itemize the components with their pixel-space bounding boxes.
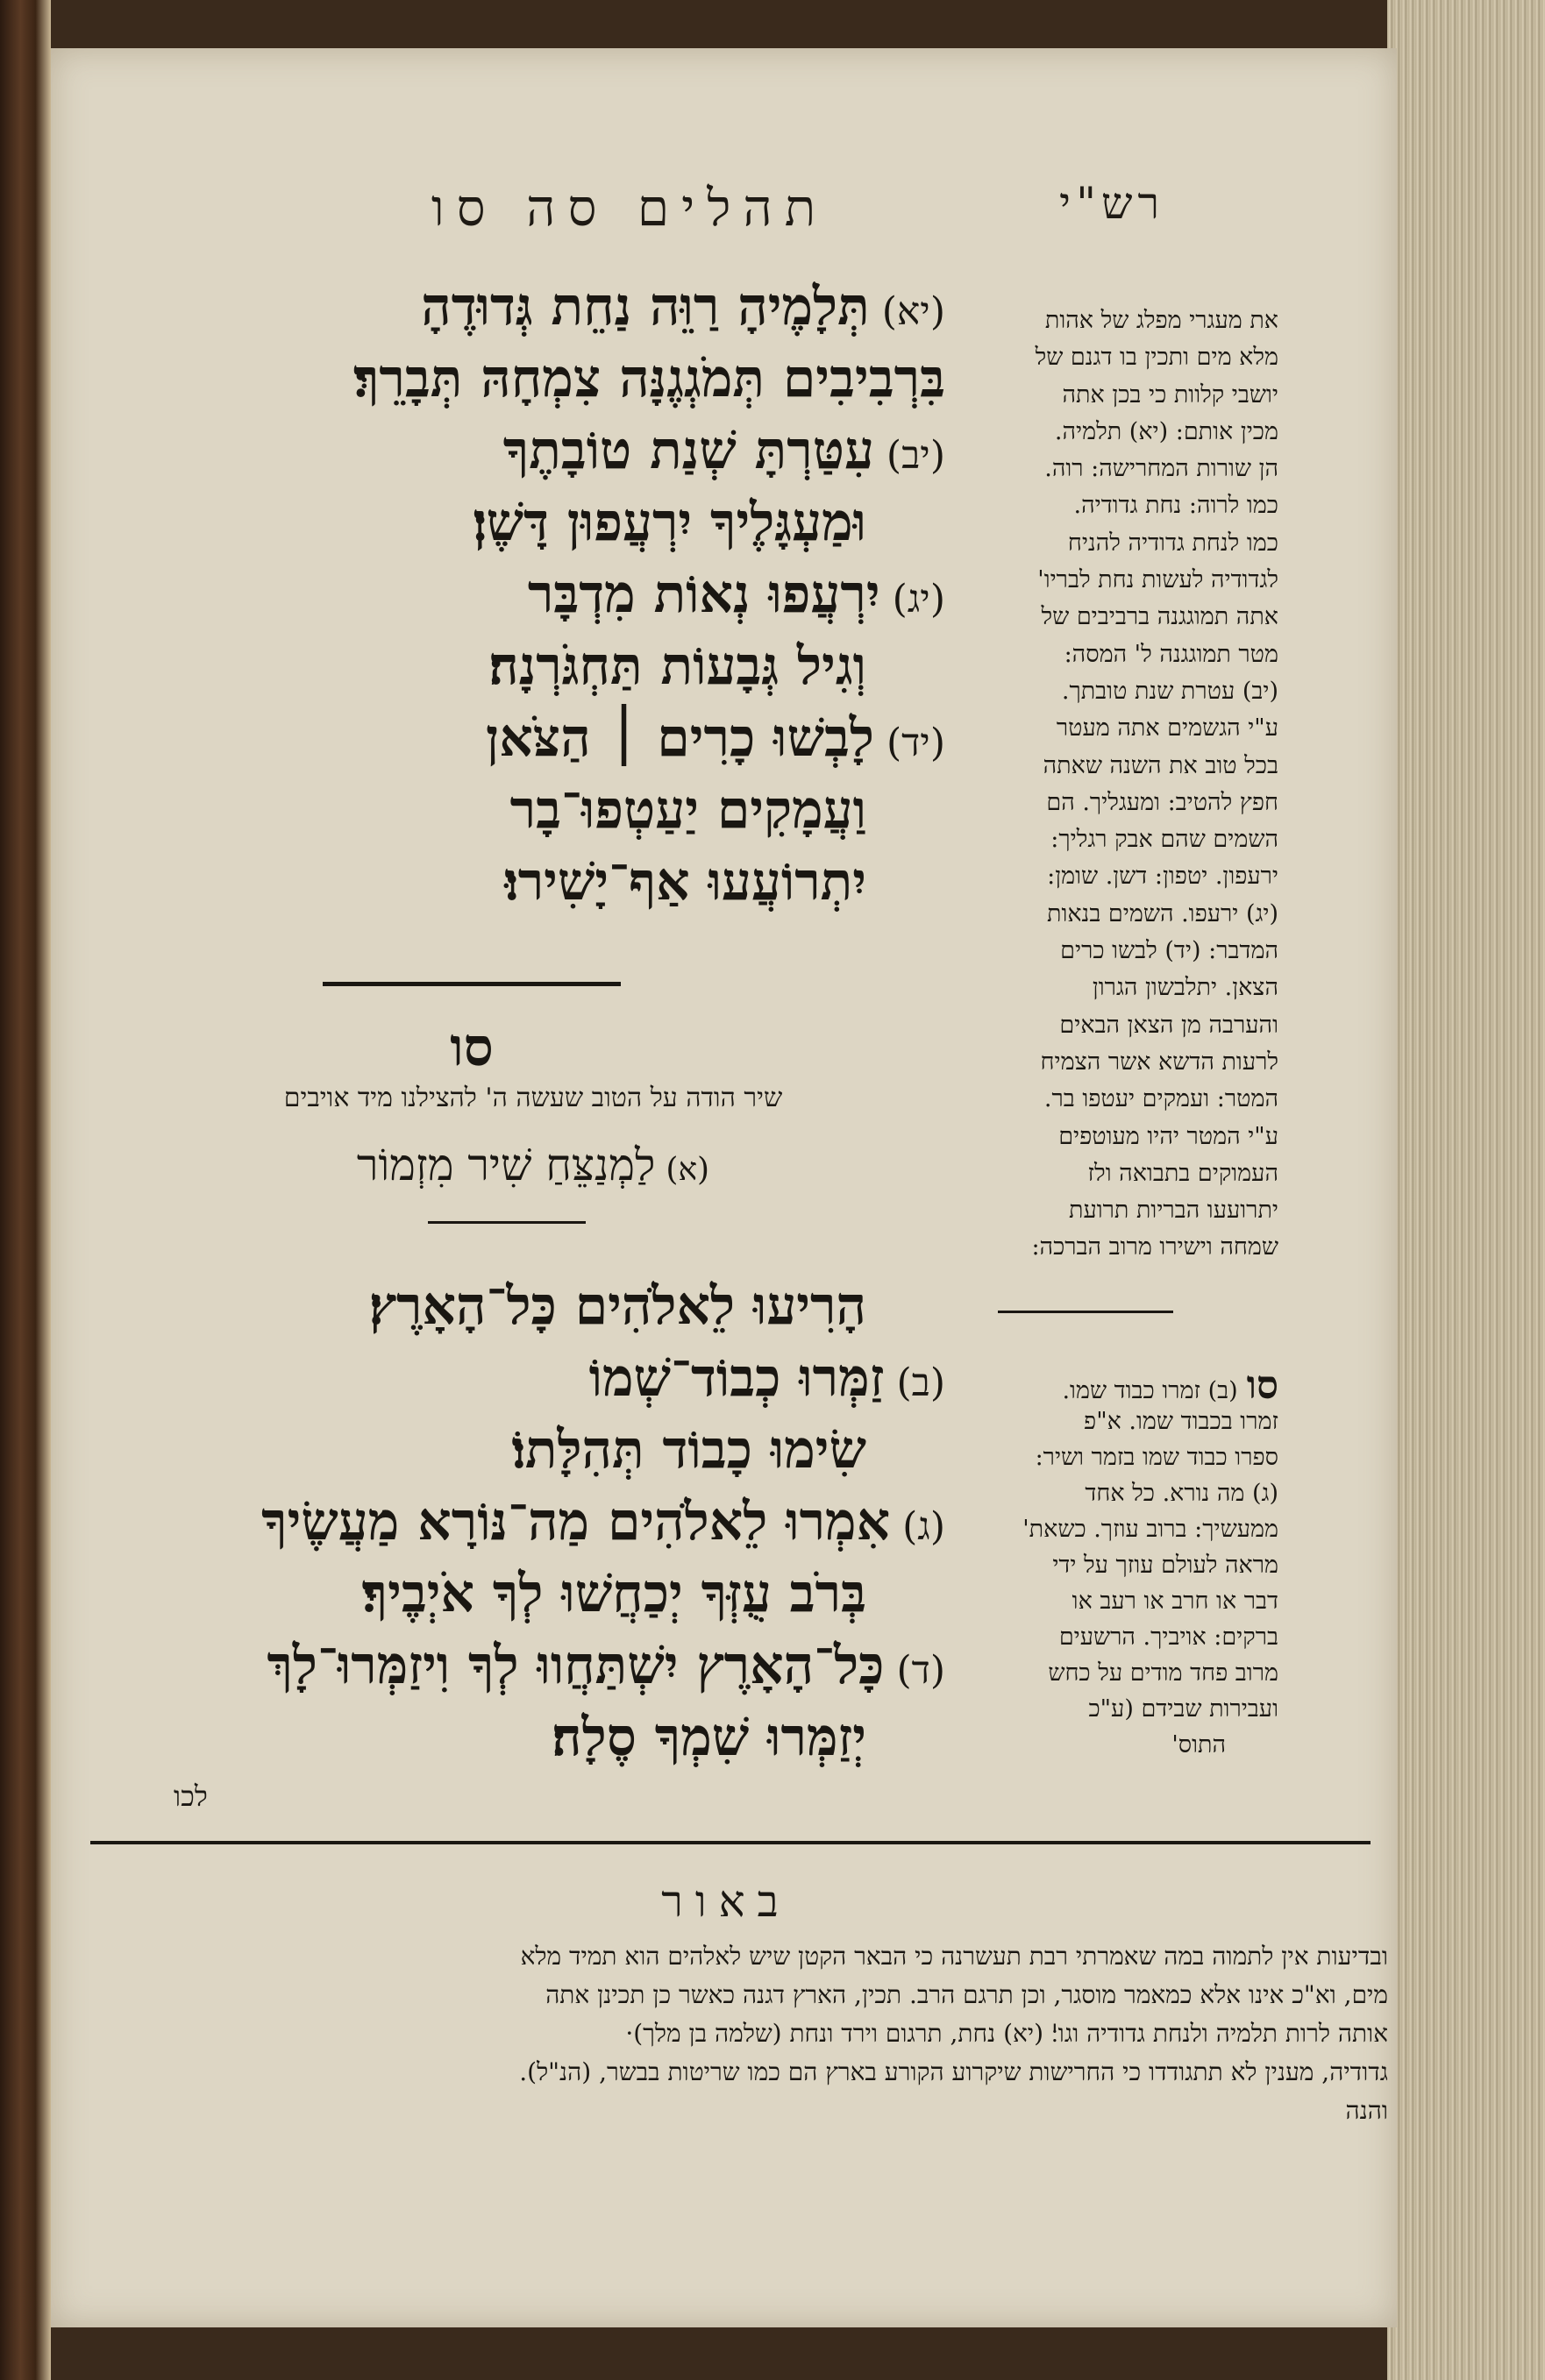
verse-line — [486, 707, 945, 772]
verse-text: וּמַעְגָּלֶיךָ יִרְעֲפוּן דָּשֶׁן׃ — [473, 492, 866, 553]
book-spine-edge — [0, 0, 51, 2380]
rashi-line: מכין אותם: (יא) תלמיה. — [1054, 417, 1278, 445]
book-page — [51, 48, 1397, 2327]
verse-text: הָרִיעוּ לֵאלֹהִים כָּל־הָאָרֶץ׃ — [368, 1275, 866, 1337]
rashi-psalm-marker: סו — [1246, 1368, 1278, 1403]
verse-text: וְגִיל גְּבָעוֹת תַּחְגֹּרְנָה׃ — [488, 636, 866, 697]
rashi-line: דבר או חרב או רעב או — [1072, 1588, 1278, 1615]
rashi-line: העמוקים בתבואה ולז — [1087, 1159, 1278, 1187]
rashi-commentary-66 — [954, 1368, 1278, 1763]
verse-number: (יג) — [892, 577, 945, 622]
rashi-line: המטר: ועמקים יעטפו בר. — [1043, 1085, 1278, 1113]
verse-number: (ב) — [896, 1361, 945, 1405]
biur-line: מים, וא"כ אינו אלא כמאמר מוסגר, וכן תרגם הרב. תכין, הארץ דגנה כאשר כן תכינן אתה — [545, 1980, 1388, 2009]
verse-number: (יא) — [881, 289, 945, 334]
verse-text: אִמְרוּ לֵאלֹהִים מַה־נּוֹרָא מַעֲשֶׂיךָ — [261, 1491, 891, 1552]
biur-line: גדודיה, מענין לא תתגודדו כי החרישות שיקרוע הקורע בארץ הם כמו שריטות בבשר, (הנ"ל). — [519, 2057, 1388, 2086]
verse-text: כָּל־הָאָרֶץ יִשְׁתַּחֲווּ לְךָ וִיזַמְּרוּ־לָךְ — [267, 1635, 885, 1696]
verse-line — [503, 420, 945, 485]
rashi-divider — [998, 1311, 1173, 1313]
rashi-commentary-65 — [954, 302, 1278, 1267]
verse-line — [528, 564, 945, 629]
rashi-line: שמחה וישירו מרוב הברכה: — [1031, 1233, 1278, 1261]
verse-text: שִׂימוּ כָבוֹד תְּהִלָּתוֹ׃ — [511, 1419, 866, 1481]
rashi-line: ספרו כבוד שמו בזמר ושיר: — [1035, 1444, 1278, 1471]
rashi-line: מרוב פחד מודים על כחש — [1048, 1659, 1278, 1687]
verse-text: לַמְנַצֵּחַ שִׁיר מִזְמוֹר — [356, 1140, 656, 1190]
rashi-header: רש"י — [1058, 178, 1165, 229]
psalm-opening — [314, 1140, 752, 1190]
verse-text: יְזַמְּרוּ שִׁמְךָ סֶלָה׃ — [552, 1707, 866, 1768]
verse-line — [362, 1563, 866, 1628]
rashi-line: את מעגרי מפלג של אהות — [1044, 307, 1278, 334]
rashi-line: הצאן. יתלבשון הגרון — [1092, 974, 1278, 1002]
verse-line — [369, 1275, 866, 1340]
rashi-line: (יב) עטרת שנת טובתך. — [1061, 677, 1278, 705]
rashi-line: (יג) ירעפו. השמים בנאות — [1046, 899, 1278, 927]
rashi-line: ע"י המטר יהיו מעוטפים — [1058, 1122, 1278, 1150]
biur-commentary — [187, 1937, 1388, 2130]
verse-number: (א) — [666, 1152, 710, 1188]
psalm-superscription: שיר הודה על הטוב שעשה ה' להצילנו מיד אויבים — [283, 1083, 783, 1113]
verse-number: (יב) — [886, 433, 945, 478]
verse-line — [353, 348, 945, 413]
rashi-line: מטר תמוגגנה ל' המסה: — [1064, 640, 1278, 668]
verse-text: בִּרְבִיבִים תְּמֹגְגֶנָּה צִמְחָהּ תְּבָרֵךְ׃ — [352, 348, 945, 409]
rashi-line: התוס' — [1171, 1731, 1226, 1758]
rashi-line: לרעות הדשא אשר הצמיח — [1040, 1048, 1278, 1076]
verse-text: יִרְעֲפוּ נְאוֹת מִדְבָּר — [527, 564, 880, 625]
rashi-line: ברקים: אויביך. הרשעים — [1058, 1623, 1278, 1651]
verse-text: תְּלָמֶיהָ רַוֵּה נַחֵת גְּדוּדֶהָ — [421, 276, 870, 337]
section-divider — [323, 982, 621, 986]
rashi-line: מראה לעולם עוזך על ידי — [1052, 1552, 1278, 1579]
verse-text: בְּרֹב עֻזְּךָ יְכַחֲשׁוּ לְךָ אֹיְבֶיךָ׃ — [361, 1563, 866, 1624]
short-divider — [428, 1221, 586, 1224]
rashi-line: (ג) מה נורא. כל אחד — [1085, 1480, 1278, 1507]
rashi-line: כמו לרוה: נחת גדודיה. — [1073, 492, 1278, 520]
rashi-line — [954, 1368, 1278, 1403]
rashi-line: המדבר: (יד) לבשו כרים — [1060, 937, 1278, 965]
verse-line — [421, 276, 945, 341]
book-page-edges — [1387, 0, 1545, 2380]
verse-number: (ג) — [902, 1504, 945, 1549]
verse-line — [261, 1491, 945, 1556]
rashi-line: בכל טוב את השנה שאתה — [1043, 751, 1278, 779]
rashi-line: חפץ להטיב: ומעגליך. הם — [1046, 788, 1278, 816]
biur-title: באור — [661, 1876, 791, 1927]
rashi-line: והערבה מן הצאן הבאים — [1059, 1011, 1278, 1039]
biur-line: אותה לרות תלמיה ולנחת גדודיה וגו'׃ (יא) נחת, תרגום וירד ונחת (שלמה בן מלך)· — [625, 2019, 1388, 2048]
biur-line: ובדיעות אין לתמוה במה שאמרתי רבת תעשרנה כי הבאר הקטן שיש לאלהים הוא תמיד מלא — [520, 1942, 1388, 1971]
verse-line — [504, 851, 866, 916]
rashi-line: כמו לנחת גדודיה להניח — [1067, 529, 1278, 557]
rashi-line: השמים שהם אבק רגליך: — [1050, 826, 1278, 854]
rashi-text: (ב) זמרו כבוד שמו. — [1062, 1377, 1238, 1403]
verse-line — [267, 1635, 945, 1700]
rashi-line: אתה תמוגגנה ברביבים של — [1041, 603, 1278, 631]
verse-number: (יד) — [886, 721, 945, 765]
verse-line — [488, 636, 866, 700]
running-header: תהלים סה סו — [431, 178, 829, 238]
psalm-number: סו — [450, 1017, 494, 1078]
verse-text: עִטַּרְתָּ שְׁנַת טוֹבָתֶךָ — [502, 420, 874, 481]
biur-line: והנה — [1345, 2096, 1388, 2125]
verse-number: (ד) — [896, 1648, 945, 1693]
verse-line — [512, 1419, 866, 1484]
verse-text: לָבְשׁוּ כָרִים ׀ הַצֹּאן — [485, 707, 874, 769]
rashi-line: ע"י הגשמים אתה מעטר — [1056, 714, 1278, 742]
biur-divider — [90, 1841, 1371, 1844]
verse-line — [589, 1347, 945, 1412]
catchword: לכו — [174, 1780, 208, 1813]
rashi-line: הן שורות המחרישה: רוה. — [1044, 455, 1278, 483]
rashi-line: זמרו בכבוד שמו. א"פ — [1084, 1408, 1278, 1435]
verse-text: זַמְּרוּ כְבוֹד־שְׁמוֹ — [588, 1347, 885, 1409]
rashi-line: ועבירות שבידם (ע"כ — [1088, 1695, 1278, 1723]
verse-line — [510, 779, 866, 844]
rashi-line: ממעשיך: ברוב עוזך. כשאת' — [1022, 1516, 1278, 1543]
verse-text: וַעֲמָקִים יַעַטְפוּ־בָר — [509, 779, 866, 841]
rashi-line: ירעפון. יטפון: דשן. שומן: — [1047, 863, 1278, 891]
verse-text: יִתְרוֹעֲעוּ אַף־יָשִׁירוּ׃ — [504, 851, 866, 913]
rashi-line: מלא מים ותכין בו דגנם של — [1035, 344, 1278, 372]
rashi-line: יושבי קלוות כי בכן אתה — [1062, 380, 1278, 409]
verse-line — [552, 1707, 866, 1772]
verse-line — [473, 492, 866, 557]
rashi-line: יתרועעו הבריות תרועת — [1069, 1197, 1278, 1225]
rashi-line: לגדודיה לעשות נחת לבריו' — [1037, 566, 1278, 594]
